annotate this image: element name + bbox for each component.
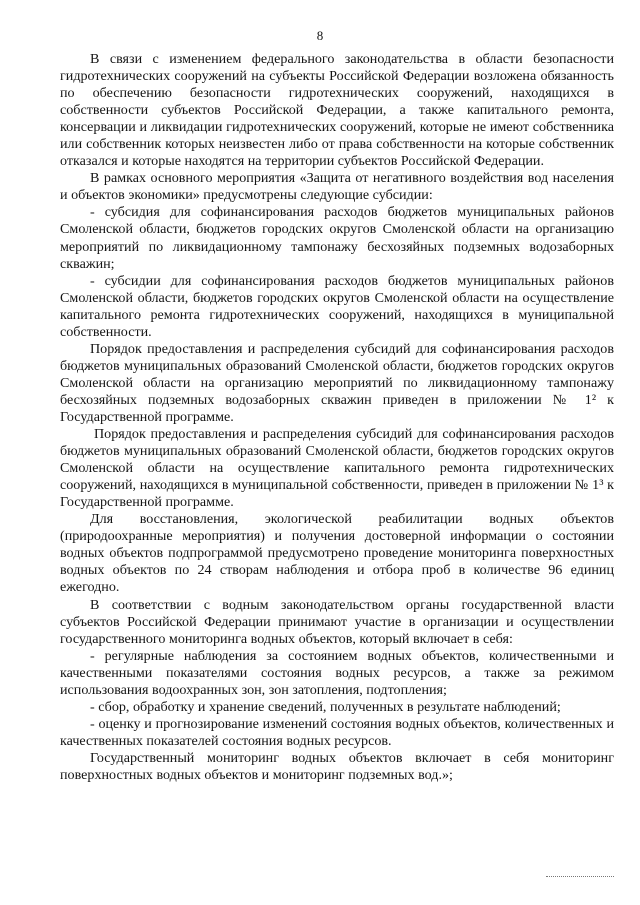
paragraph-state-monitoring: Государственный мониторинг водных объектов включает в себя мониторинг поверхностных водных объектов и мониторинг подземных вод.»; xyxy=(60,749,614,783)
paragraph-observations: - регулярные наблюдения за состоянием водных объектов, количественными и качественными показателями состояния водных ресурсов, а также за режимом использования водоохранных зон, зон затопления, подтопления; xyxy=(60,647,614,698)
paragraph-main-measure: В рамках основного мероприятия «Защита от негативного воздействия вод населения и объектов экономики» предусмотрены следующие субсидии: xyxy=(60,170,614,204)
paragraph-hydro-safety: В связи с изменением федерального законодательства в области безопасности гидротехнических сооружений на субъекты Российской Федерации возложена обязанность по обеспечению безопасности гидротехнических сооружений, находящихся в собственности субъектов Российской Федерации, а также капитального ремонта, консервации и ликвидации гидротехнических сооружений, которые не имеют собственника или собственник которых неизвестен либо от права собственности на которые собственник отказался и которые находятся на территории субъектов Российской Федерации. xyxy=(60,51,614,170)
document-body xyxy=(60,51,614,784)
paragraph-water-legislation: В соответствии с водным законодательством органы государственной власти субъектов Российской Федерации принимают участие в организации и осуществлении государственного мониторинга водных объектов, который включает в себя: xyxy=(60,596,614,647)
paragraph-subsidy-repair: - субсидии для софинансирования расходов бюджетов муниципальных районов Смоленской области, бюджетов городских округов Смоленской области на осуществление капитального ремонта гидротехнических сооружений, находящихся в муниципальной собственности. xyxy=(60,272,614,340)
footer-divider xyxy=(546,876,614,877)
paragraph-procedure-wells: Порядок предоставления и распределения субсидий для софинансирования расходов бюджетов муниципальных образований Смоленской области, бюджетов городских округов Смоленской области на организацию мероприятий по ликвидационному тампонажу бесхозяйных подземных водозаборных скважин приведен в приложении № 1² к Государственной программе. xyxy=(60,340,614,425)
paragraph-data-collection: - сбор, обработку и хранение сведений, полученных в результате наблюдений; xyxy=(90,698,561,715)
paragraph-forecasting: - оценку и прогнозирование изменений состояния водных объектов, количественных и качественных показателей состояния водных ресурсов. xyxy=(60,715,614,749)
paragraph-subsidy-wells: - субсидия для софинансирования расходов бюджетов муниципальных районов Смоленской области, бюджетов городских округов Смоленской области на организацию мероприятий по ликвидационному тампонажу бесхозяйных подземных водозаборных скважин; xyxy=(60,204,614,272)
paragraph-monitoring-plan: Для восстановления, экологической реабилитации водных объектов (природоохранные мероприятия) и получения достоверной информации о состоянии водных объектов подпрограммой предусмотрено проведение мониторинга поверхностных водных объектов по 24 створам наблюдения и отбора проб в количестве 96 единиц ежегодно. xyxy=(60,511,614,596)
paragraph-procedure-repair: Порядок предоставления и распределения субсидий для софинансирования расходов бюджетов муниципальных образований Смоленской области, бюджетов городских округов Смоленской области на осуществление капитального ремонта гидротехнических сооружений, находящихся в муниципальной собственности, приведен в приложении № 1³ к Государственной программе. xyxy=(60,426,614,511)
page-number: 8 xyxy=(316,28,324,43)
